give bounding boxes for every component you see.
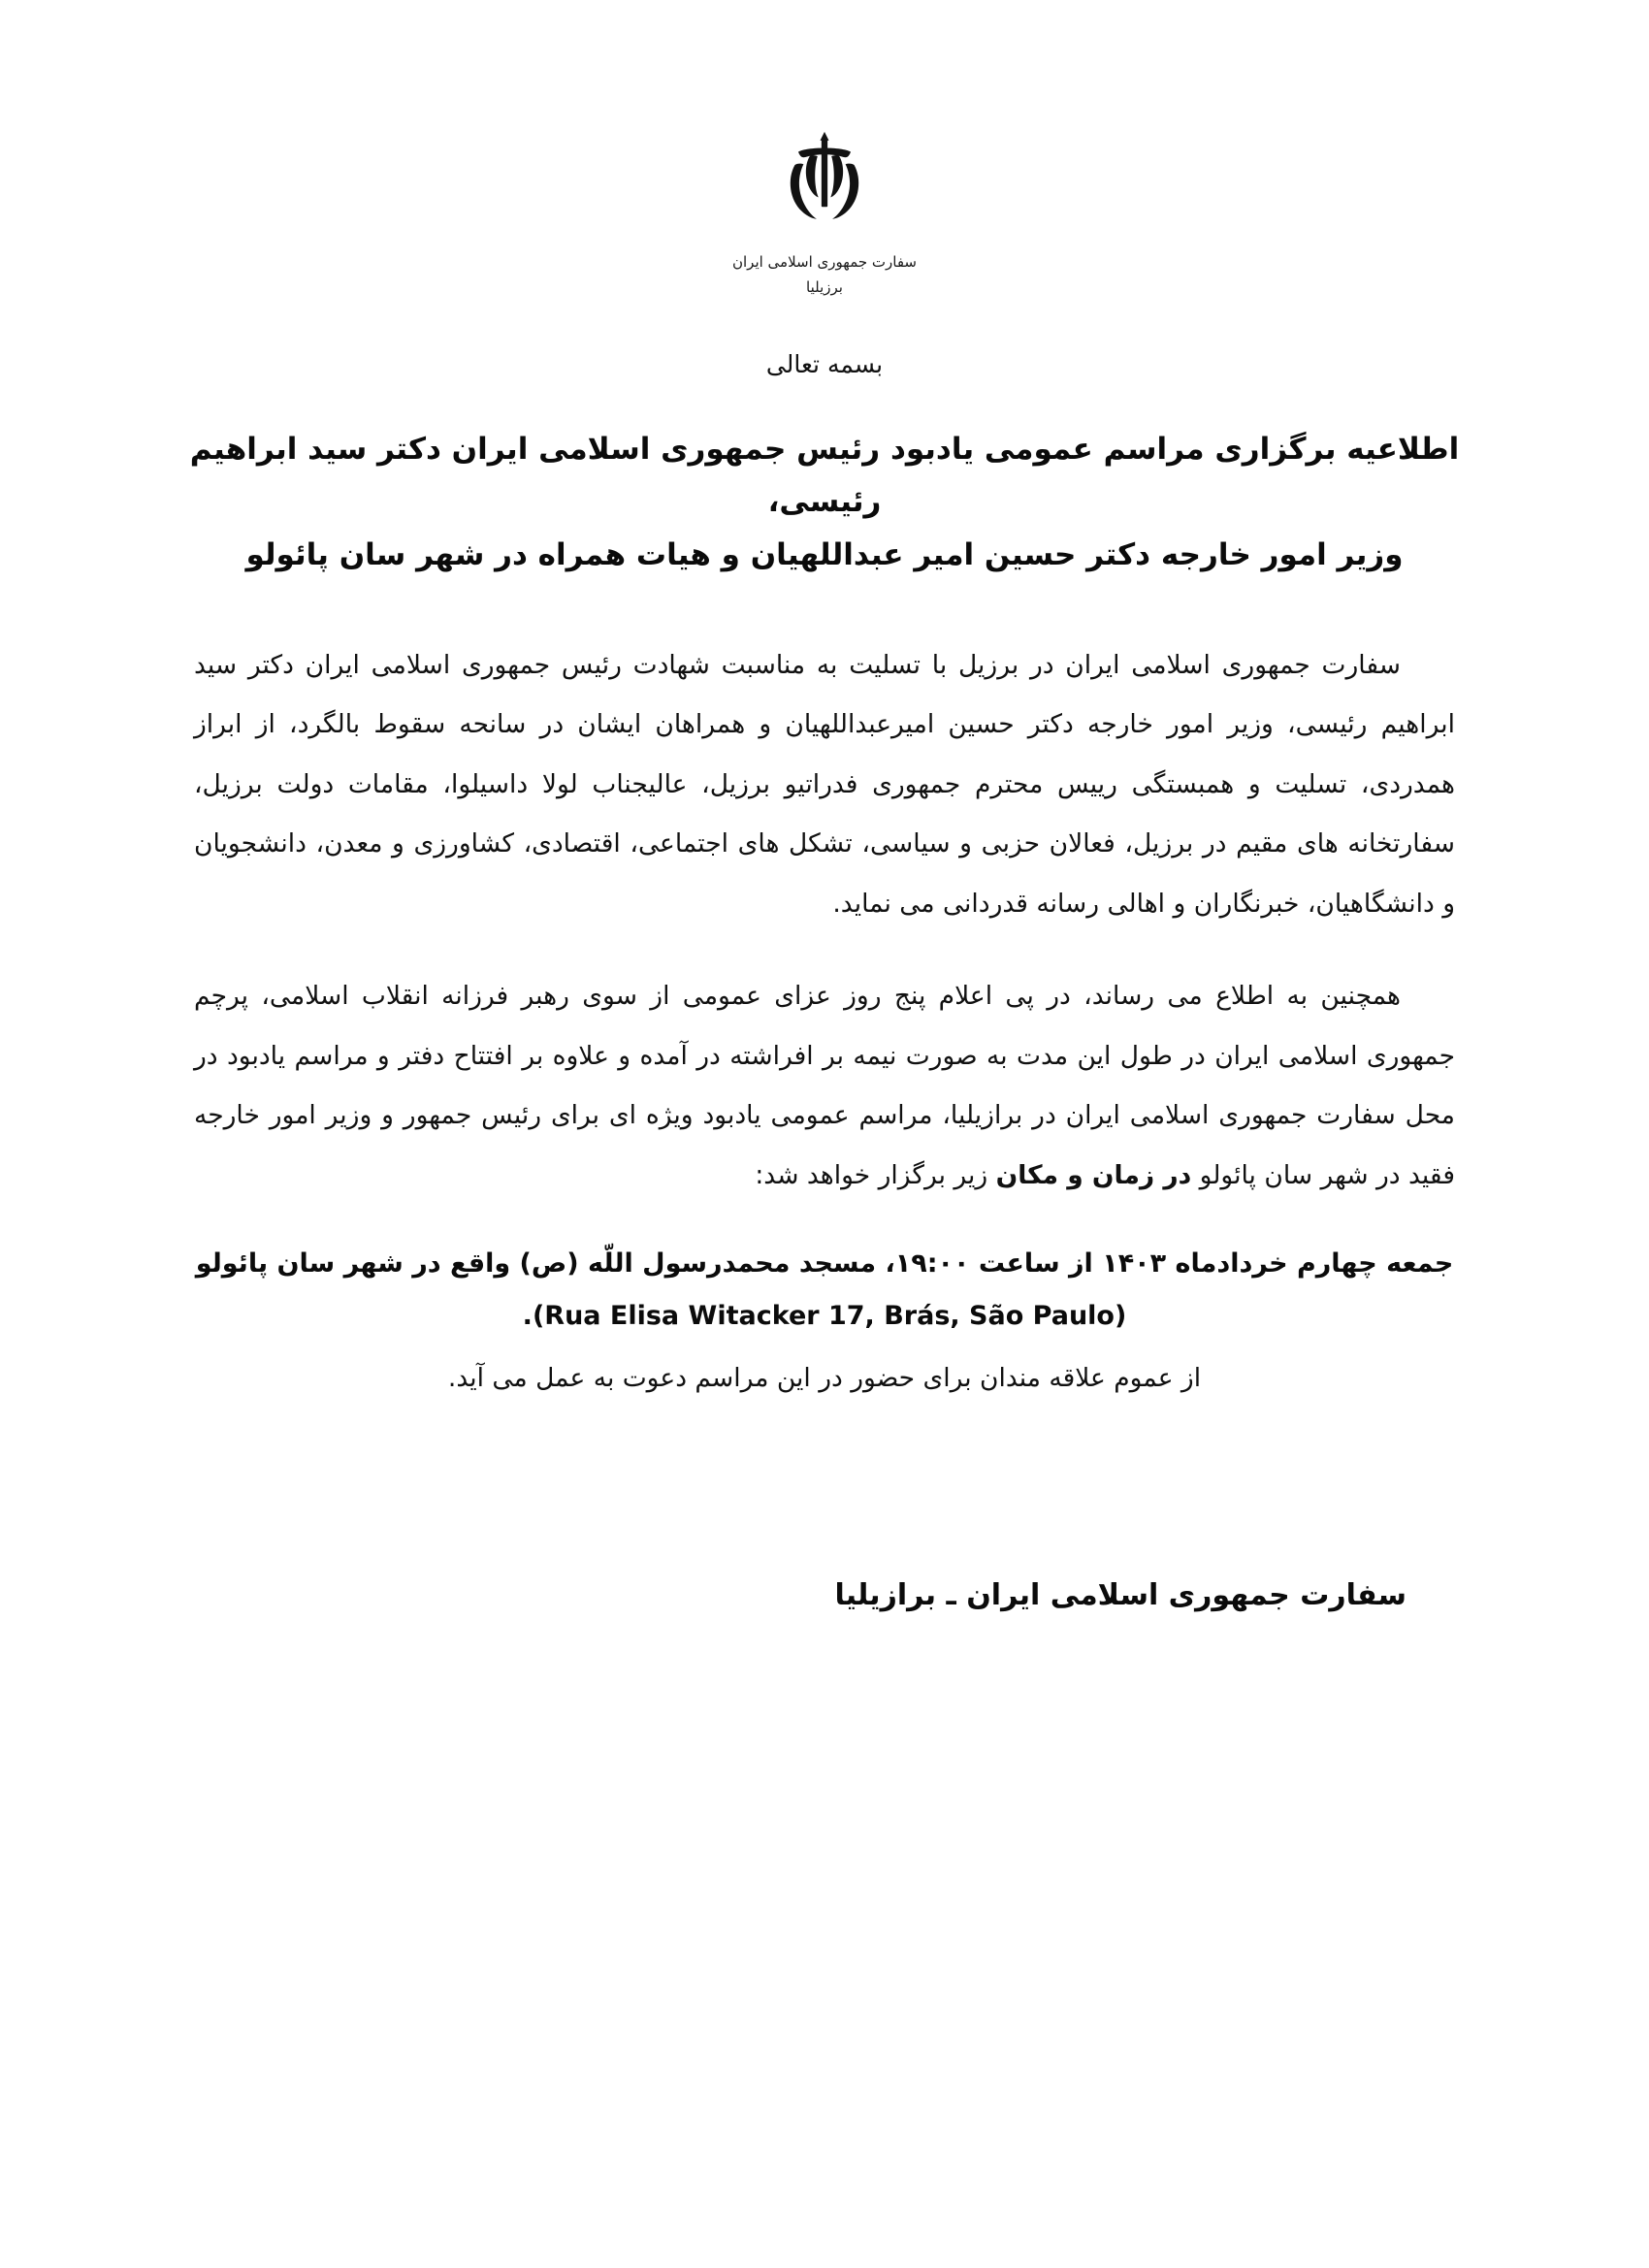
paragraph-2-highlight: در زمان و مکان [995,1159,1192,1190]
letterhead-caption-line1: سفارت جمهوری اسلامی ایران [731,253,917,271]
document-body [194,635,1455,1404]
event-address: (Rua Elisa Witacker 17, Brás, São Paulo) [532,1300,1127,1331]
paragraph-2 [194,966,1455,1205]
invitation-note: از عموم علاقه مندان برای حضور در این مراسم دعوت به عمل می آید. [447,1362,1202,1393]
event-address-suffix: . [522,1300,533,1331]
page-title [184,423,1465,581]
event-datetime-place: جمعه چهارم خردادماه ۱۴۰۳ از ساعت ۱۹:۰۰، مسجد محمدرسول اللّه (ص) واقع در شهر سان پائولو [195,1247,1454,1279]
page-title-line-2: وزیر امور خارجه دکتر حسین امیر عبداللهیان و هیات همراه در شهر سان پائولو [245,536,1404,572]
letterhead-caption-line2: برزیلیا [806,277,843,296]
signature: سفارت جمهوری اسلامی ایران ـ برازیلیا [834,1577,1406,1612]
letterhead-caption [0,250,1649,300]
event-details [194,1238,1455,1343]
page-title-line-1: اطلاعیه برگزاری مراسم عمومی یادبود رئیس جمهوری اسلامی ایران دکتر سید ابراهیم رئیسی، [189,432,1460,520]
iran-emblem [772,126,877,241]
basmala: بسمه تعالی [765,350,884,378]
paragraph-2-text: همچنین به اطلاع می رساند، در پی اعلام پنج روز عزای عمومی از سوی رهبر فرزانه انقلاب اسلامی، پرچم جمهوری اسلامی ایران در طول این مدت به صورت نیمه بر افراشته در آمده و علاوه بر افتتاح دفتر و مراسم یادبود در محل سفارت جمهوری اسلامی ایران در برازیلیا، مراسم عمومی یادبود ویژه ای برای رئیس جمهور و وزیر امور خارجه فقید در شهر سان پائولو [194,981,1455,1190]
letterhead [0,0,1649,300]
paragraph-1: سفارت جمهوری اسلامی ایران در برزیل با تسلیت به مناسبت شهادت رئیس جمهوری اسلامی ایران دکتر سید ابراهیم رئیسی، وزیر امور خارجه دکتر حسین امیرعبداللهیان و همراهان ایشان در سانحه سقوط بالگرد، از ابراز همدردی، تسلیت و همبستگی رییس محترم جمهوری فدراتیو برزیل، عالیجناب لولا داسیلوا، مقامات دولت برزیل، سفارتخانه های مقیم در برزیل، فعالان حزبی و سیاسی، تشکل های اجتماعی، اقتصادی، کشاورزی و معدن، دانشجویان و دانشگاهیان، خبرنگاران و اهالی رسانه قدردانی می نماید. [194,649,1455,919]
paragraph-2-tail: زیر برگزار خواهد شد: [755,1159,996,1190]
